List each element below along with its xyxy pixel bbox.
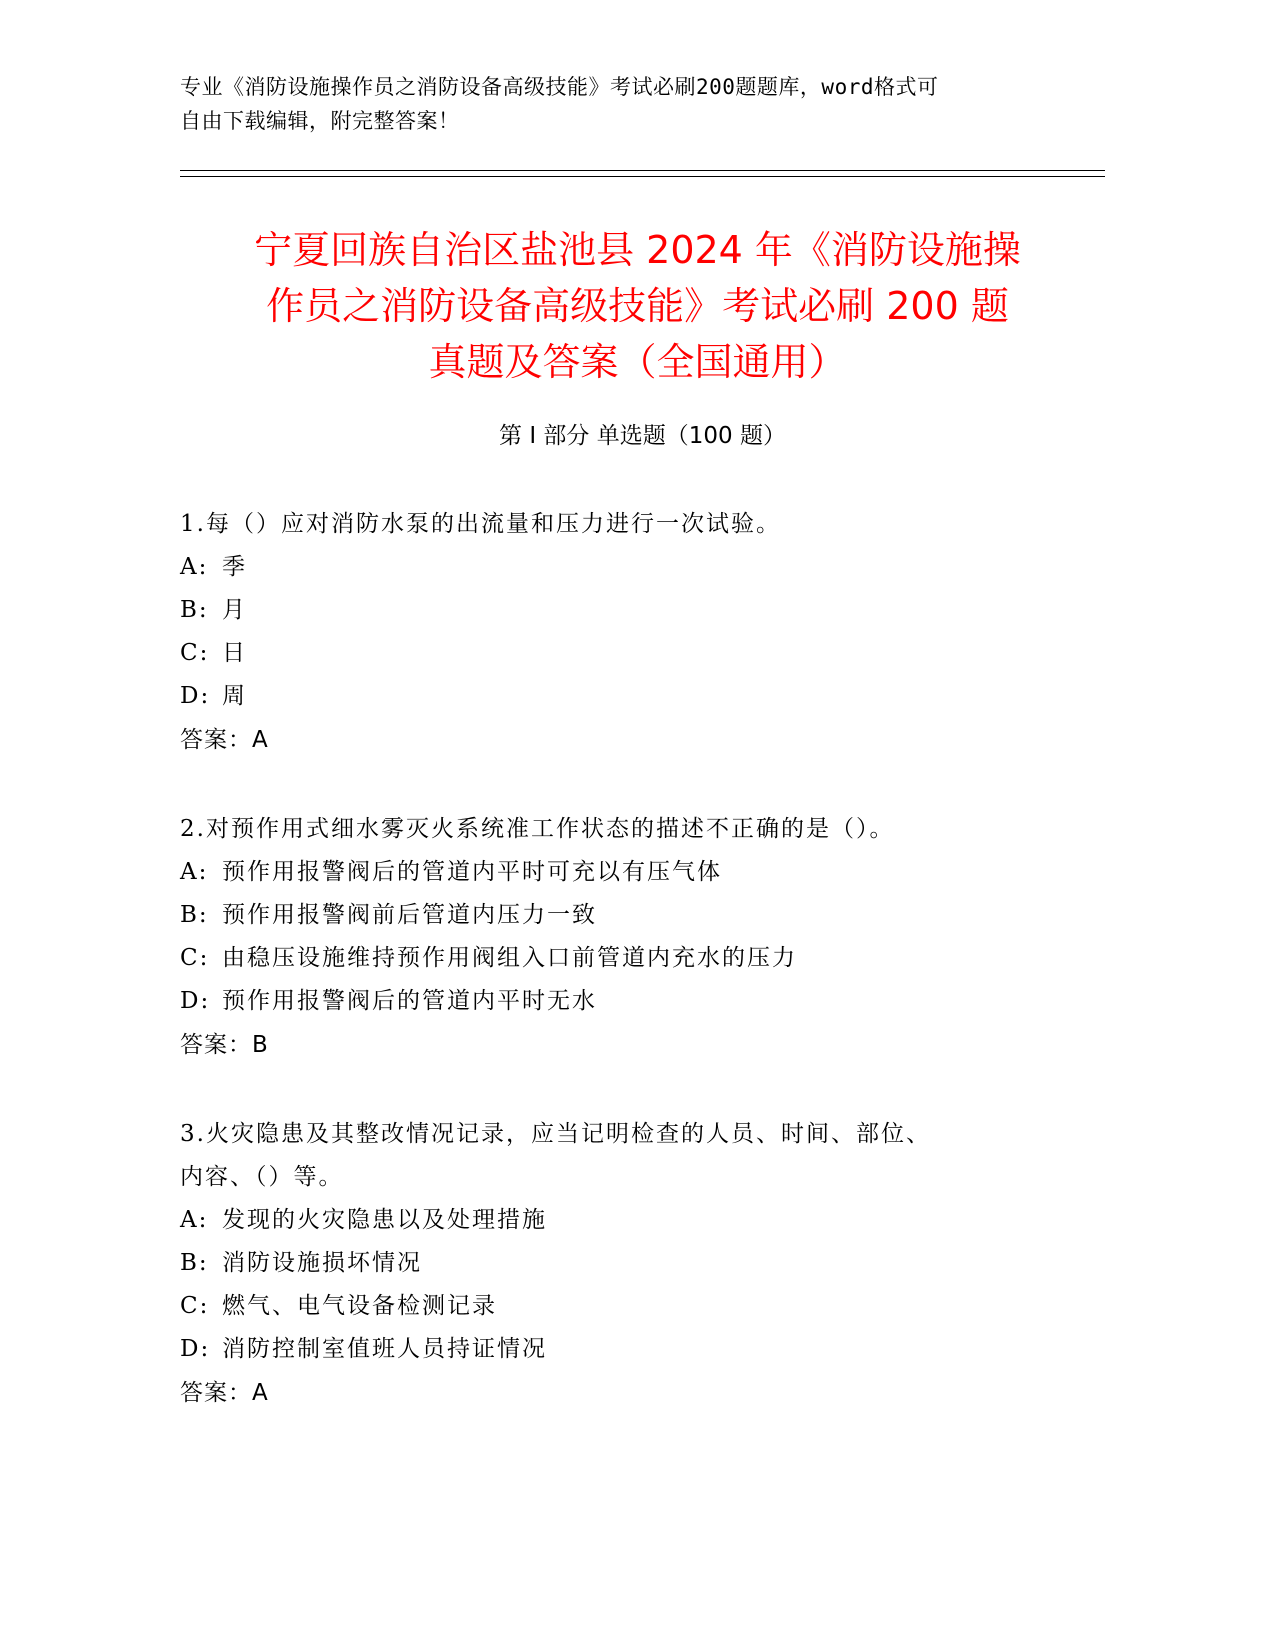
option-text: 季: [222, 554, 247, 580]
question-1: [180, 503, 1030, 762]
document-title-line-1: 宁夏回族自治区盐池县 2024 年《消防设施操: [254, 228, 1021, 272]
option-text: 日: [222, 640, 247, 666]
option-key: A:: [180, 1207, 209, 1233]
header-note-line-1: 专业《消防设施操作员之消防设备高级技能》考试必刷200题题库，word格式可: [180, 75, 939, 99]
answer: 答案：B: [180, 1032, 269, 1058]
option-text: 周: [222, 683, 247, 709]
option-b: [180, 1242, 1030, 1285]
option-text: 由稳压设施维持预作用阀组入口前管道内充水的压力: [222, 945, 797, 971]
option-text: 消防控制室值班人员持证情况: [222, 1336, 547, 1362]
option-key: B:: [180, 902, 209, 928]
option-key: B:: [180, 1250, 209, 1276]
option-d: [180, 980, 1030, 1023]
option-text: 预作用报警阀后的管道内平时可充以有压气体: [222, 859, 722, 885]
document-title-line-2: 作员之消防设备高级技能》考试必刷 200 题: [266, 284, 1009, 328]
document-title: [170, 222, 1105, 390]
option-text: 消防设施损坏情况: [222, 1250, 422, 1276]
option-key: D:: [180, 988, 211, 1014]
option-c: [180, 632, 1030, 675]
option-text: 燃气、电气设备检测记录: [222, 1293, 497, 1319]
option-key: C:: [180, 945, 210, 971]
option-c: [180, 1285, 1030, 1328]
option-text: 预作用报警阀前后管道内压力一致: [222, 902, 597, 928]
header-note-line-2: 自由下载编辑，附完整答案！: [180, 109, 460, 133]
section-title: 第 I 部分 单选题（100 题）: [499, 423, 786, 449]
option-b: [180, 589, 1030, 632]
option-key: A:: [180, 859, 209, 885]
option-d: [180, 1328, 1030, 1371]
option-text: 发现的火灾隐患以及处理措施: [222, 1207, 547, 1233]
option-a: [180, 1199, 1030, 1242]
header-divider-top: [180, 170, 1105, 171]
header-divider-bottom: [180, 176, 1105, 177]
option-key: C:: [180, 1293, 210, 1319]
answer: 答案：A: [180, 1380, 269, 1406]
option-c: [180, 937, 1030, 980]
question-stem: 1.每（）应对消防水泵的出流量和压力进行一次试验。: [180, 511, 781, 537]
question-stem: 2.对预作用式细水雾灭火系统准工作状态的描述不正确的是（）。: [180, 816, 895, 842]
option-key: A:: [180, 554, 209, 580]
document-title-line-3: 真题及答案（全国通用）: [428, 340, 847, 384]
answer: 答案：A: [180, 727, 269, 753]
option-key: B:: [180, 597, 209, 623]
option-a: [180, 546, 1030, 589]
question-2: [180, 808, 1030, 1067]
option-b: [180, 894, 1030, 937]
header-note: [180, 70, 1050, 138]
option-d: [180, 675, 1030, 718]
option-key: D:: [180, 683, 211, 709]
option-key: D:: [180, 1336, 211, 1362]
option-text: 月: [222, 597, 247, 623]
question-stem-line-2: 内容、（）等。: [180, 1164, 344, 1190]
question-3: [180, 1113, 1030, 1415]
option-text: 预作用报警阀后的管道内平时无水: [222, 988, 597, 1014]
option-key: C:: [180, 640, 210, 666]
option-a: [180, 851, 1030, 894]
question-stem-line-1: 3.火灾隐患及其整改情况记录，应当记明检查的人员、时间、部位、: [180, 1121, 931, 1147]
